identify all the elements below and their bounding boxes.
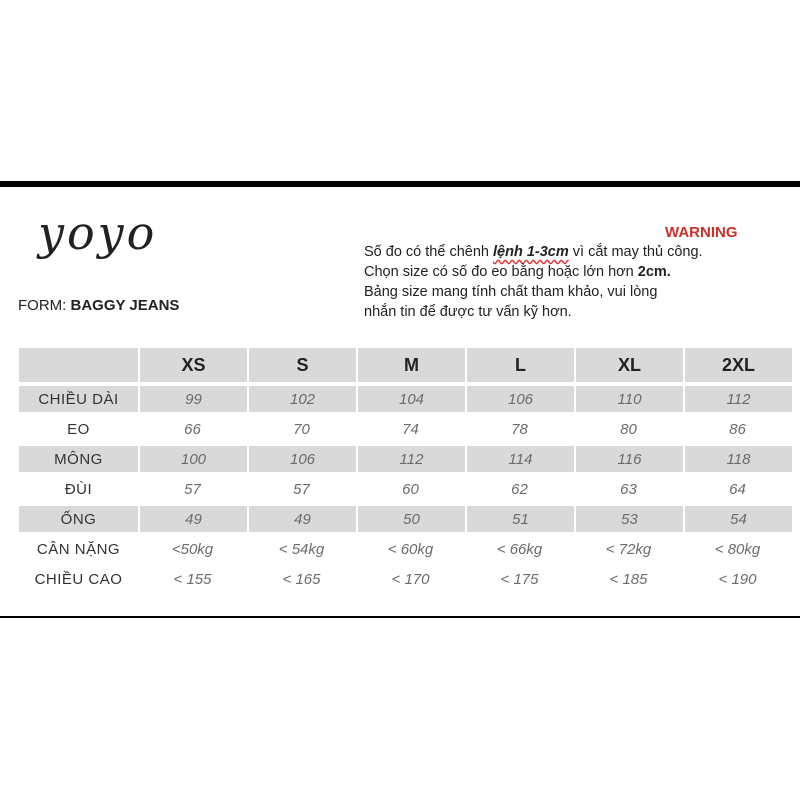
table-cell: 100 bbox=[138, 446, 247, 472]
top-rule bbox=[0, 181, 800, 187]
table-cell: 50 bbox=[356, 506, 465, 532]
table-cell: <50kg bbox=[171, 540, 214, 558]
table-cell: 99 bbox=[138, 386, 247, 412]
table-cell: 114 bbox=[465, 446, 574, 472]
table-row bbox=[19, 506, 792, 532]
row-label: EO bbox=[67, 420, 90, 438]
table-cell: 80 bbox=[620, 420, 637, 438]
row-label: CHIỀU DÀI bbox=[19, 386, 138, 412]
table-cell: 78 bbox=[511, 420, 528, 438]
size-header-xs: XS bbox=[138, 348, 247, 382]
table-cell: 62 bbox=[511, 480, 528, 498]
table-cell: 63 bbox=[620, 480, 637, 498]
size-header-xl: XL bbox=[574, 348, 683, 382]
table-cell: 74 bbox=[402, 420, 419, 438]
warning-line-1-emphasis: lệnh 1-3cm bbox=[493, 244, 569, 260]
form-value: BAGGY JEANS bbox=[70, 297, 180, 314]
row-label: ỐNG bbox=[19, 506, 138, 532]
table-cell: 112 bbox=[683, 386, 792, 412]
table-row bbox=[19, 446, 792, 472]
table-cell: 64 bbox=[729, 480, 746, 498]
table-row bbox=[19, 536, 792, 562]
table-cell: < 66kg bbox=[496, 540, 543, 558]
table-cell: < 165 bbox=[282, 570, 321, 588]
warning-title: WARNING bbox=[665, 224, 738, 241]
size-header-s: S bbox=[247, 348, 356, 382]
table-cell: < 190 bbox=[718, 570, 757, 588]
table-cell: < 175 bbox=[500, 570, 539, 588]
table-cell: 57 bbox=[293, 480, 310, 498]
warning-line-2-a: Chọn size có số đo eo bằng hoặc lớn hơn bbox=[364, 264, 638, 280]
warning-line-2 bbox=[364, 262, 703, 282]
table-cell: 60 bbox=[402, 480, 419, 498]
size-header-2xl: 2XL bbox=[683, 348, 792, 382]
table-row bbox=[19, 416, 792, 442]
brand-logo: yoyo bbox=[38, 206, 158, 260]
row-label: CHIỀU CAO bbox=[34, 570, 123, 588]
table-row bbox=[19, 566, 792, 592]
table-cell: 49 bbox=[247, 506, 356, 532]
size-header-row bbox=[19, 348, 792, 382]
warning-line-3: Bảng size mang tính chất tham khảo, vui lòng bbox=[364, 284, 658, 300]
warning-line-1 bbox=[364, 242, 703, 262]
table-cell: < 54kg bbox=[278, 540, 325, 558]
table-cell: < 185 bbox=[609, 570, 648, 588]
table-cell: 112 bbox=[356, 446, 465, 472]
table-cell: 54 bbox=[683, 506, 792, 532]
row-label: CÂN NẶNG bbox=[36, 540, 121, 558]
size-table bbox=[19, 344, 792, 596]
table-cell: 53 bbox=[574, 506, 683, 532]
table-cell: < 80kg bbox=[714, 540, 761, 558]
form-line bbox=[18, 297, 179, 314]
warning-line-4: nhắn tin để được tư vấn kỹ hơn. bbox=[364, 304, 572, 320]
table-cell: 66 bbox=[184, 420, 201, 438]
table-cell: 110 bbox=[574, 386, 683, 412]
table-cell: 57 bbox=[184, 480, 201, 498]
table-cell: 102 bbox=[247, 386, 356, 412]
row-label: ĐÙI bbox=[64, 480, 93, 498]
table-cell: 51 bbox=[465, 506, 574, 532]
table-cell: < 155 bbox=[173, 570, 212, 588]
table-cell: 70 bbox=[293, 420, 310, 438]
warning-line-2-emphasis: 2cm. bbox=[637, 264, 671, 280]
table-cell: 86 bbox=[729, 420, 746, 438]
table-row bbox=[19, 386, 792, 412]
form-prefix: FORM: bbox=[18, 297, 67, 314]
table-cell: 116 bbox=[574, 446, 683, 472]
warning-text bbox=[364, 242, 703, 322]
size-header-m: M bbox=[356, 348, 465, 382]
table-cell: < 170 bbox=[391, 570, 430, 588]
corner-cell bbox=[19, 348, 138, 382]
table-cell: 49 bbox=[138, 506, 247, 532]
table-row bbox=[19, 476, 792, 502]
table-cell: 118 bbox=[683, 446, 792, 472]
row-label: MÔNG bbox=[19, 446, 138, 472]
table-cell: 106 bbox=[465, 386, 574, 412]
bottom-rule bbox=[0, 616, 800, 618]
table-cell: 106 bbox=[247, 446, 356, 472]
table-cell: < 72kg bbox=[605, 540, 652, 558]
warning-line-1-c: vì cắt may thủ công. bbox=[568, 244, 703, 260]
warning-line-1-a: Số đo có thể chênh bbox=[364, 244, 493, 260]
table-cell: 104 bbox=[356, 386, 465, 412]
size-header-l: L bbox=[465, 348, 574, 382]
table-cell: < 60kg bbox=[387, 540, 434, 558]
